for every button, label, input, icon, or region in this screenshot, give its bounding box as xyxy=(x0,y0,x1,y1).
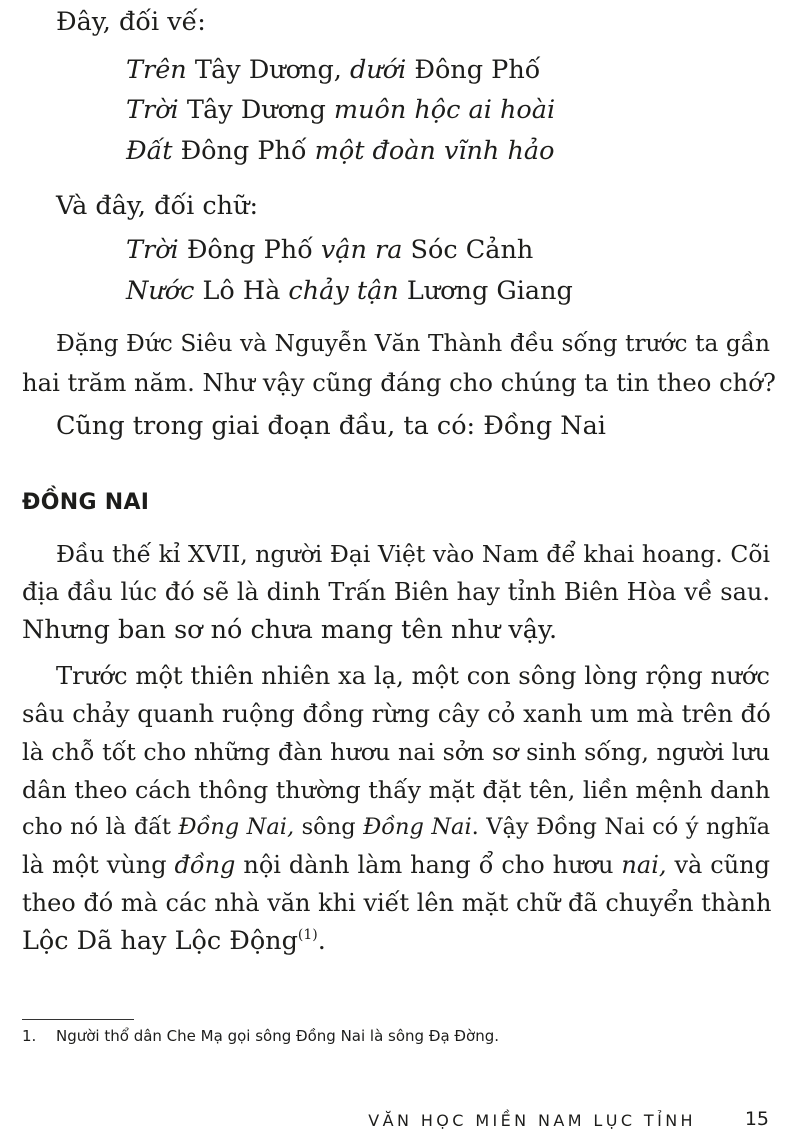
italic-run: Đồng Nai, xyxy=(178,814,295,840)
text-run: sâu chảy quanh ruộng đồng rừng cây cỏ xanh um mà trên đó xyxy=(22,699,771,728)
italic-run: Trên xyxy=(126,55,187,85)
italic-run: đồng xyxy=(174,851,236,879)
text-run: Lương Giang xyxy=(398,276,573,306)
paragraph-line xyxy=(22,736,770,768)
text-run: Tây Dương, xyxy=(186,55,350,85)
paragraph-line xyxy=(22,925,326,957)
text-run: Đông Phố xyxy=(178,235,321,265)
verse-line xyxy=(126,234,533,266)
verse-line xyxy=(126,94,555,126)
italic-run: một đoàn vĩnh hảo xyxy=(314,136,555,166)
italic-run: Đồng Nai xyxy=(363,814,472,840)
text-run: hai trăm năm. Như vậy cũng đáng cho chúng ta tin theo chớ? xyxy=(22,368,776,397)
text-run: là một vùng xyxy=(22,851,175,879)
italic-run: Nước xyxy=(126,276,195,306)
text-run: địa đầu lúc đó sẽ là dinh Trấn Biên hay tỉnh Biên Hòa về sau. xyxy=(22,578,770,606)
italic-run: vận ra xyxy=(320,235,403,265)
footnote-reference: (1) xyxy=(297,927,318,943)
paragraph-line xyxy=(56,660,770,692)
intro-line xyxy=(56,190,258,222)
text-run: . xyxy=(317,926,326,956)
text-run: cho nó là đất xyxy=(22,814,179,840)
paragraph-line xyxy=(56,410,606,442)
text-run: là chỗ tốt cho những đàn hươu nai sởn sơ sinh sống, người lưu xyxy=(22,738,770,766)
text-run: Lộc Dã hay Lộc Động xyxy=(22,926,298,956)
page-number: 15 xyxy=(744,1108,769,1130)
italic-run: Đất xyxy=(126,136,173,166)
text-run: theo đó mà các nhà văn khi viết lên mặt chữ đã chuyển thành xyxy=(22,889,772,917)
paragraph-line xyxy=(22,887,770,919)
intro-line xyxy=(56,6,206,38)
text-run: Đông Phố xyxy=(406,55,541,85)
text-run: sông xyxy=(294,814,364,840)
text-run: Đặng Đức Siêu và Nguyễn Văn Thành đều sống trước ta gần xyxy=(56,330,770,357)
italic-run: muôn hộc ai hoài xyxy=(333,95,556,125)
italic-run: Trời xyxy=(126,95,179,125)
text-run: Đây, đối vế: xyxy=(56,7,206,37)
text-run: Sóc Cảnh xyxy=(402,235,534,265)
section-heading: ĐỒNG NAI xyxy=(22,490,150,515)
verse-line xyxy=(126,275,573,307)
text-run: Đầu thế kỉ XVII, người Đại Việt vào Nam để khai hoang. Cõi xyxy=(56,540,770,568)
text-run: Lô Hà xyxy=(194,276,289,306)
text-run: Đông Phố xyxy=(172,136,315,166)
text-run: và cũng xyxy=(666,851,770,879)
text-run: Trước một thiên nhiên xa lạ, một con sông lòng rộng nước xyxy=(56,661,770,690)
text-run: nội dành làm hang ổ cho hươu xyxy=(235,851,622,879)
italic-run: chảy tận xyxy=(288,276,399,306)
paragraph-line xyxy=(22,774,770,806)
paragraph-line xyxy=(22,367,776,399)
text-run: Cũng trong giai đoạn đầu, ta có: Đồng Nai xyxy=(56,411,606,441)
text-run: . Vậy Đồng Nai có ý nghĩa xyxy=(471,814,770,840)
paragraph-line xyxy=(22,811,770,843)
footnote-text: Người thổ dân Che Mạ gọi sông Đồng Nai là sông Đạ Đờng. xyxy=(56,1027,500,1045)
paragraph-line xyxy=(56,538,770,570)
text-run: Tây Dương xyxy=(178,95,334,125)
paragraph-line xyxy=(22,614,557,646)
paragraph-line xyxy=(22,698,770,730)
paragraph-line xyxy=(56,328,770,360)
italic-run: dưới xyxy=(350,55,407,85)
footnote-number: 1. xyxy=(22,1027,37,1045)
paragraph-line xyxy=(22,849,770,881)
italic-run: Trời xyxy=(126,235,179,265)
text-run: dân theo cách thông thường thấy mặt đặt tên, liền mệnh danh xyxy=(22,776,771,804)
text-run: Nhưng ban sơ nó chưa mang tên như vậy. xyxy=(22,615,558,645)
italic-run: nai, xyxy=(621,851,667,879)
text-run: Và đây, đối chữ: xyxy=(56,191,259,221)
footnote-divider xyxy=(22,1019,134,1020)
verse-line xyxy=(126,54,540,86)
running-title: VĂN HỌC MIỀN NAM LỤC TỈNH xyxy=(368,1111,696,1130)
verse-line xyxy=(126,135,554,167)
paragraph-line xyxy=(22,576,770,608)
